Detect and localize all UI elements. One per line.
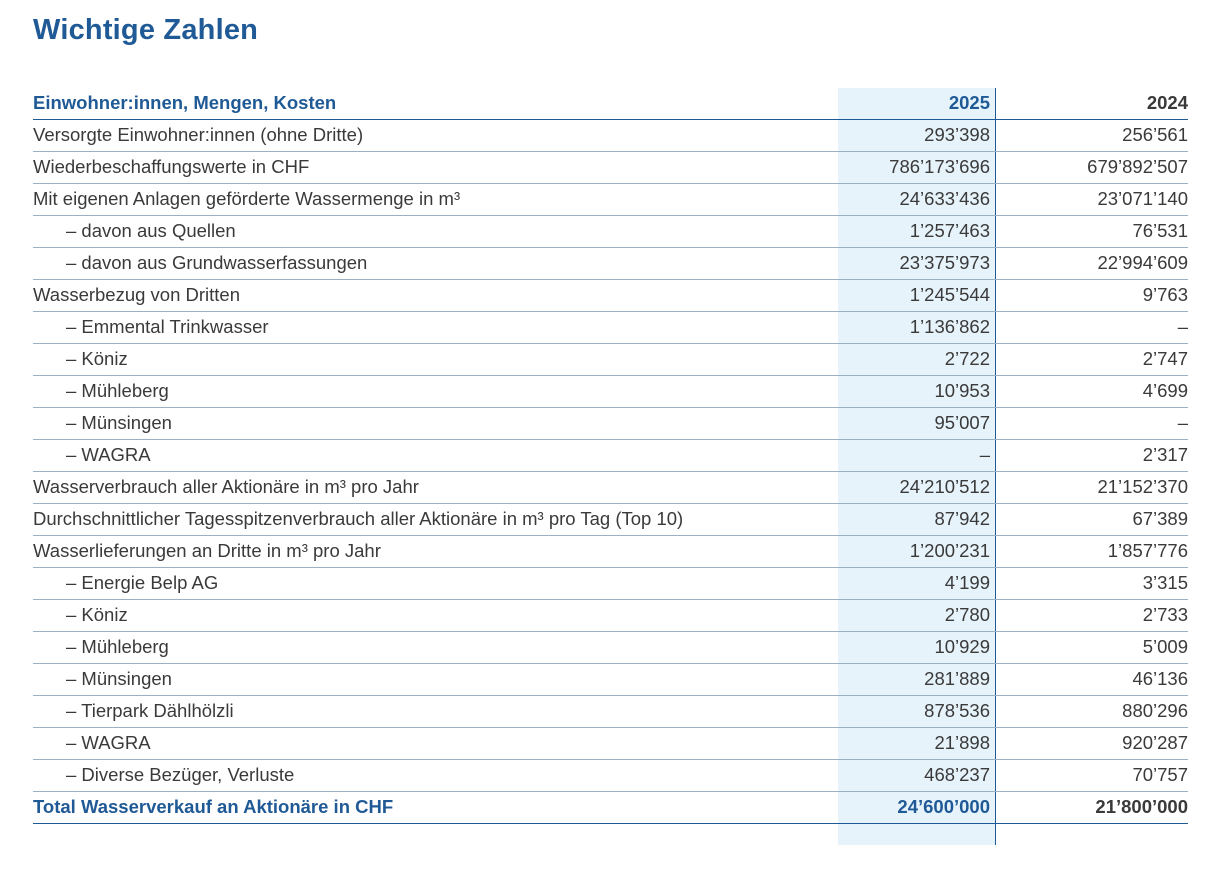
row-value-2024: 9’763 [996,279,1188,311]
table-row [33,215,1188,247]
row-label: – davon aus Quellen [33,215,838,247]
row-value-2025: 1’257’463 [838,215,996,247]
total-label: Total Wasserverkauf an Aktionäre in CHF [33,791,838,823]
row-value-2024: 679’892’507 [996,151,1188,183]
row-value-2024: 22’994’609 [996,247,1188,279]
row-value-2025: 95’007 [838,407,996,439]
row-label: Mit eigenen Anlagen geförderte Wassermenge in m³ [33,183,838,215]
table-row [33,119,1188,151]
row-value-2024: 256’561 [996,119,1188,151]
row-value-2025: 1’245’544 [838,279,996,311]
row-value-2024: 880’296 [996,695,1188,727]
row-label: – Energie Belp AG [33,567,838,599]
row-value-2024: 1’857’776 [996,535,1188,567]
row-label: – Münsingen [33,407,838,439]
row-value-2025: – [838,439,996,471]
table-row [33,247,1188,279]
table-row [33,599,1188,631]
table-row [33,407,1188,439]
row-value-2024: 67’389 [996,503,1188,535]
row-value-2024: 3’315 [996,567,1188,599]
row-label: – Münsingen [33,663,838,695]
total-value-2025: 24’600’000 [838,791,996,823]
row-label: – WAGRA [33,727,838,759]
row-value-2025: 23’375’973 [838,247,996,279]
table-row [33,759,1188,791]
row-value-2024: 4’699 [996,375,1188,407]
row-value-2024: 21’152’370 [996,471,1188,503]
table-header-row [33,88,1188,119]
row-label: Wasserlieferungen an Dritte in m³ pro Jahr [33,535,838,567]
page-title: Wichtige Zahlen [33,14,259,46]
row-value-2025: 10’929 [838,631,996,663]
row-value-2025: 87’942 [838,503,996,535]
table-row [33,535,1188,567]
key-figures-table-wrap [33,88,1188,824]
row-label: – WAGRA [33,439,838,471]
header-label: Einwohner:innen, Mengen, Kosten [33,88,838,119]
row-value-2024: 2’747 [996,343,1188,375]
row-value-2025: 21’898 [838,727,996,759]
row-value-2025: 10’953 [838,375,996,407]
row-value-2025: 878’536 [838,695,996,727]
row-label: Durchschnittlicher Tagesspitzenverbrauch aller Aktionäre in m³ pro Tag (Top 10) [33,503,838,535]
header-2025: 2025 [838,88,996,119]
table-row [33,375,1188,407]
row-value-2024: 76’531 [996,215,1188,247]
row-value-2024: 46’136 [996,663,1188,695]
row-value-2025: 1’136’862 [838,311,996,343]
row-value-2024: 2’733 [996,599,1188,631]
row-value-2025: 293’398 [838,119,996,151]
table-row [33,567,1188,599]
row-value-2025: 24’210’512 [838,471,996,503]
row-label: – Tierpark Dählhölzli [33,695,838,727]
table-row [33,695,1188,727]
total-row [33,791,1188,823]
row-label: Wasserverbrauch aller Aktionäre in m³ pro Jahr [33,471,838,503]
row-label: – Köniz [33,599,838,631]
row-value-2025: 2’780 [838,599,996,631]
table-row [33,439,1188,471]
table-row [33,279,1188,311]
table-row [33,727,1188,759]
row-value-2025: 786’173’696 [838,151,996,183]
table-row [33,183,1188,215]
header-2024: 2024 [996,88,1188,119]
row-label: – Emmental Trinkwasser [33,311,838,343]
row-label: – Mühleberg [33,631,838,663]
row-value-2025: 1’200’231 [838,535,996,567]
row-value-2025: 281’889 [838,663,996,695]
table-row [33,471,1188,503]
row-label: – Diverse Bezüger, Verluste [33,759,838,791]
row-value-2024: 23’071’140 [996,183,1188,215]
table-row [33,663,1188,695]
table-row [33,151,1188,183]
row-label: – davon aus Grundwasserfassungen [33,247,838,279]
key-figures-table [33,88,1188,824]
row-value-2025: 4’199 [838,567,996,599]
table-row [33,311,1188,343]
row-value-2025: 24’633’436 [838,183,996,215]
table-row [33,631,1188,663]
row-value-2024: – [996,311,1188,343]
row-label: Wiederbeschaffungswerte in CHF [33,151,838,183]
row-label: – Köniz [33,343,838,375]
row-value-2024: 5’009 [996,631,1188,663]
row-label: Wasserbezug von Dritten [33,279,838,311]
row-value-2024: 70’757 [996,759,1188,791]
row-label: – Mühleberg [33,375,838,407]
row-value-2024: – [996,407,1188,439]
total-value-2024: 21’800’000 [996,791,1188,823]
row-value-2025: 468’237 [838,759,996,791]
row-value-2024: 2’317 [996,439,1188,471]
table-row [33,343,1188,375]
row-value-2024: 920’287 [996,727,1188,759]
row-label: Versorgte Einwohner:innen (ohne Dritte) [33,119,838,151]
table-row [33,503,1188,535]
row-value-2025: 2’722 [838,343,996,375]
